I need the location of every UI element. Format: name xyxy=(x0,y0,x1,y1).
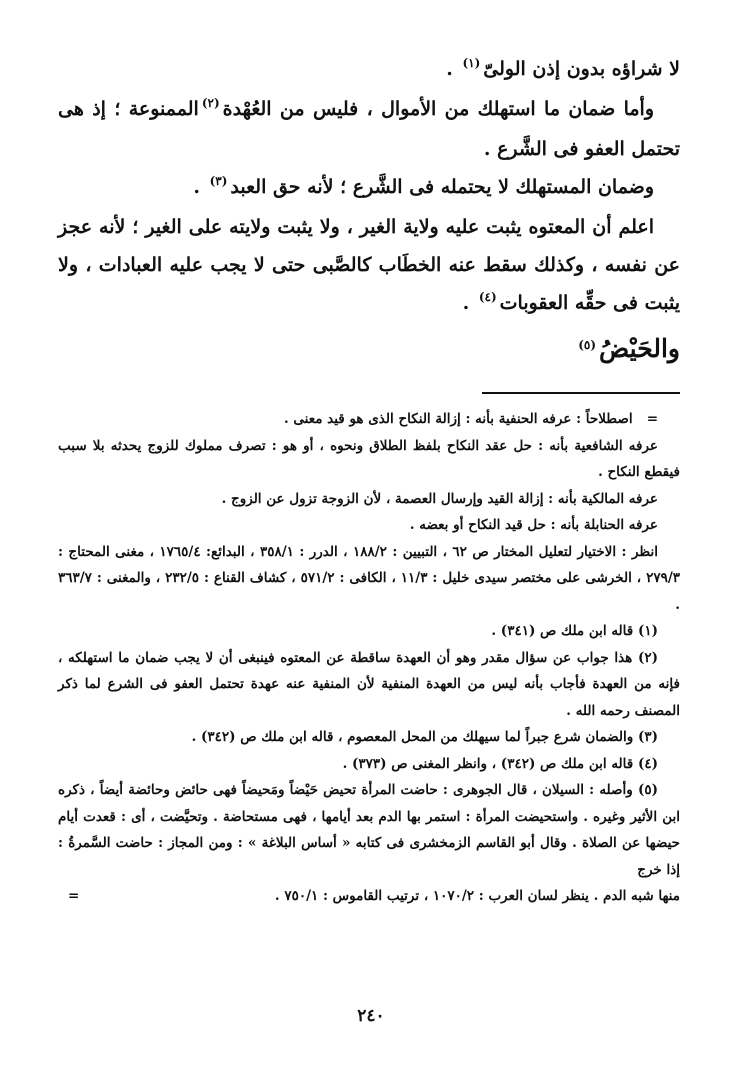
footnote-hanbali: عرفه الحنابلة بأنه : حل قيد النكاح أو بعضه . xyxy=(409,517,658,533)
continuation-mark-end: = xyxy=(68,888,80,904)
footnote-ref-1[interactable]: (١) xyxy=(462,56,481,70)
footnote-shafii: عرفه الشافعية بأنه : حل عقد النكاح بلفظ الطلاق ونحوه ، أو هو : تصرف مملوك للزوج يحدثه بلا سبب فيقطع النكاح . xyxy=(58,437,680,480)
footnote-references: انظر : الاختيار لتعليل المختار ص ٦٢ ، التبيين : ١٨٨/٢ ، الدرر : ٣٥٨/١ ، البدائع: ١٧٦٥/٤ ، مغنى المحتاج : ٢٧٩/٣ ، الخرشى على مختصر سيدى خليل : ١١/٣ ، الكافى : ٥٧١/٢ ، كشاف القناع : ٢٣٢/٥ ، والمغنى : ٣٦٣/٧ . xyxy=(58,543,681,613)
footnote-continuation-intro: = اصطلاحاً : عرفه الحنفية بأنه : إزالة النكاح الذى هو قيد معنى . xyxy=(283,411,658,427)
footnote-separator xyxy=(482,392,680,394)
main-paragraph-2: وضمان المستهلك لا يحتمله فى الشَّرع ؛ لأنه حق العبد$^{(٣)}$ . xyxy=(193,174,654,198)
page-number: ٢٤٠ xyxy=(357,1006,385,1026)
footnote-3: (٣) والضمان شرع جبراً لما سيهلك من المحل المعصوم ، قاله ابن ملك ص (٣٤٢) . xyxy=(191,729,658,745)
main-text xyxy=(58,50,680,376)
footnote-ref-4[interactable]: (٤) xyxy=(478,290,497,304)
main-line-1: لا شراؤه بدون إذن الولىّ$^{(١)}$ . xyxy=(446,56,680,80)
section-heading: والحَيْضُ$^{(٥)}$ xyxy=(578,334,680,363)
footnote-5: (٥) وأصله : السيلان ، قال الجوهرى : حاضت المرأة تحيض حَيْضاً ومَحيضاً فهى حائض وحائضة أيضاً ، ذكره ابن الأثير وغيره . واستحيضت المرأة : استمر بها الدم بعد أيامها ، فهى مستحاضة . وتحيَّضت ، أى : قعدت أيام حيضها عن الصلاة . وقال أبو القاسم الزمخشرى فى كتابه « أساس البلاغة » : ومن المجاز : حاضت السَّمرةُ : إذا خرج xyxy=(58,782,680,878)
footnote-ref-2[interactable]: (٢) xyxy=(201,96,220,110)
footnote-maliki: عرفه المالكية بأنه : إزالة القيد وإرسال العصمة ، لأن الزوجة تزول عن الزوج . xyxy=(221,490,658,507)
footnote-2: (٢) هذا جواب عن سؤال مقدر وهو أن العهدة ساقطة عن المعتوه فينبغى أن لا يجب ضمان ما استهلكه ، فإنه من العهدة فأجاب بأنه ليس من العهدة المنفية لأن المنفية عنه عهدة تحتمل العفو فى الشرع لما ذكر المصنف رحمه الله . xyxy=(58,649,680,719)
footnote-5-last-line: منها شبه الدم . ينظر لسان العرب : ١٠٧٠/٢ ، ترتيب القاموس : ٧٥٠/١ . = xyxy=(58,883,680,910)
footnote-ref-5[interactable]: (٥) xyxy=(578,338,597,352)
footnotes xyxy=(58,406,680,910)
main-paragraph-3: اعلم أن المعتوه يثبت عليه ولاية الغير ، ولا يثبت ولايته على الغير ؛ لأنه عجز عن نفسه ، وكذلك سقط عنه الخطَاب كالصَّبى حتى لا يجب عليه العبادات ، ولا يثبت فى حقِّه العقوبات$^{(٤)}$ . xyxy=(58,216,680,314)
footnote-4: (٤) قاله ابن ملك ص (٣٤٢) ، وانظر المغنى ص (٣٧٣) . xyxy=(342,755,658,772)
footnote-1: (١) قاله ابن ملك ص (٣٤١) . xyxy=(491,623,658,639)
footnote-ref-3[interactable]: (٣) xyxy=(209,174,228,188)
main-paragraph-1: وأما ضمان ما استهلك من الأموال ، فليس من العُهْدة$^{(٢)}$الممنوعة ؛ إذ هى تحتمل العفو فى الشَّرع . xyxy=(58,96,680,160)
continuation-mark-start: = xyxy=(646,411,658,427)
